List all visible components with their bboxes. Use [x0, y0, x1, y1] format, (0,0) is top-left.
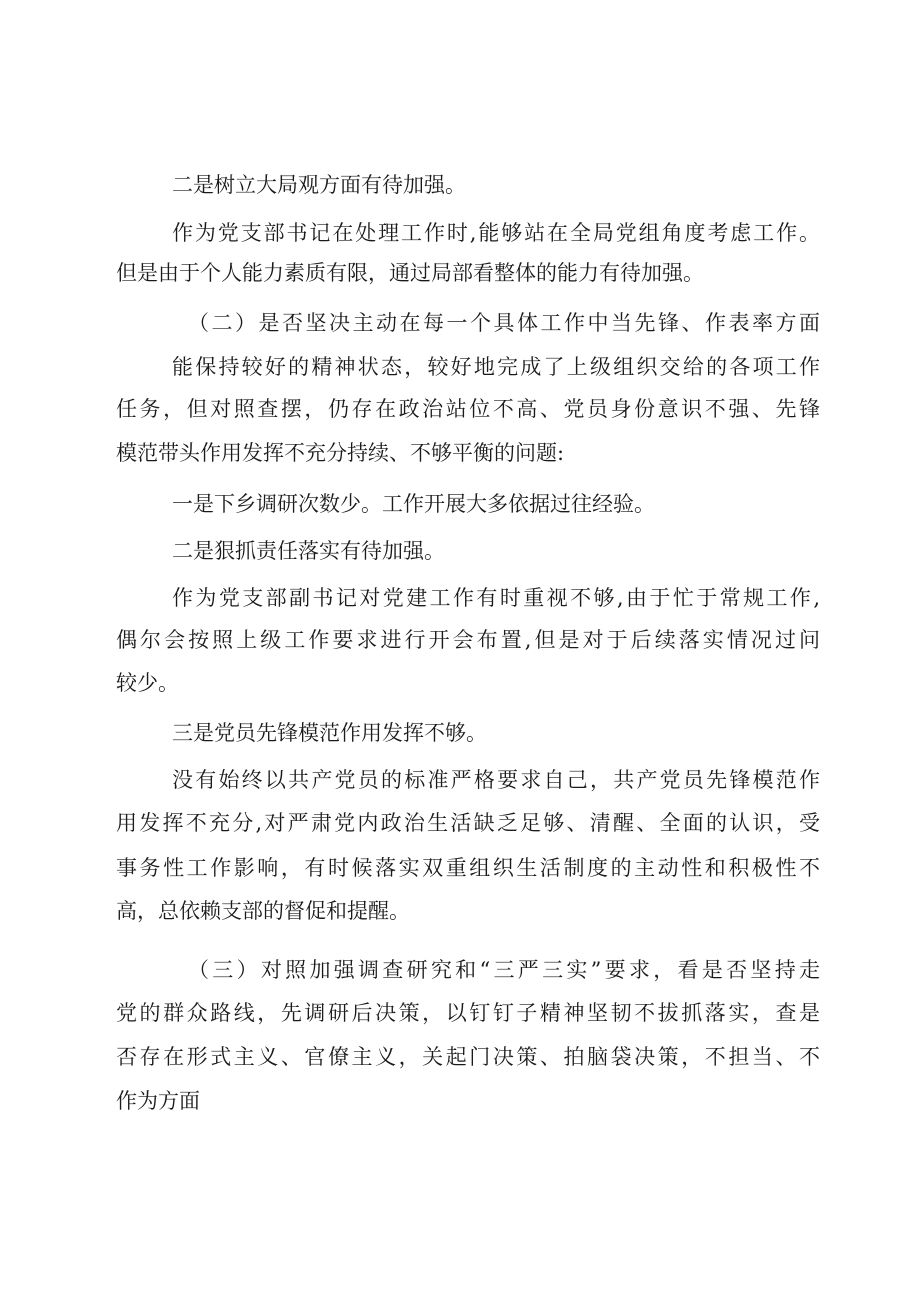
paragraph-line: 事务性工作影响，有时候落实双重组织生活制度的主动性和积极性不 [116, 856, 820, 880]
section-heading: （三）对照加强调查研究和“三严三实”要求，看是否坚持走 [188, 958, 820, 982]
paragraph-line: 没有始终以共产党员的标准严格要求自己，共产党员先锋模范作 [172, 768, 820, 792]
paragraph-line: 一是下乡调研次数少。工作开展大多依据过往经验。 [172, 492, 655, 516]
paragraph-line: 党的群众路线，先调研后决策，以钉钉子精神坚韧不拔抓落实，查是 [116, 1001, 820, 1025]
paragraph-line: 任务，但对照查摆，仍存在政治站位不高、党员身份意识不强、先锋 [116, 397, 820, 421]
paragraph-line: 二是树立大局观方面有待加强。 [172, 173, 466, 197]
paragraph-line: 作为方面 [116, 1089, 200, 1113]
paragraph-line: 能保持较好的精神状态，较好地完成了上级组织交给的各项工作 [172, 355, 820, 379]
paragraph-line: 高，总依赖支部的督促和提醒。 [116, 899, 410, 923]
paragraph-line: 模范带头作用发挥不充分持续、不够平衡的问题: [116, 441, 565, 465]
paragraph-line: 三是党员先锋模范作用发挥不够。 [172, 721, 487, 745]
paragraph-line: 但是由于个人能力素质有限，通过局部看整体的能力有待加强。 [116, 261, 704, 285]
paragraph-line: 较少。 [116, 671, 179, 695]
paragraph-line: 作为党支部书记在处理工作时,能够站在全局党组角度考虑工作。 [172, 221, 820, 245]
paragraph-line: 作为党支部副书记对党建工作有时重视不够,由于忙于常规工作, [172, 586, 820, 610]
paragraph-line: 二是狠抓责任落实有待加强。 [172, 539, 445, 563]
paragraph-line: 用发挥不充分,对严肃党内政治生活缺乏足够、清醒、全面的认识，受 [116, 811, 820, 835]
paragraph-line: 偶尔会按照上级工作要求进行开会布置,但是对于后续落实情况过问 [116, 628, 820, 652]
paragraph-line: 否存在形式主义、官僚主义，关起门决策、拍脑袋决策，不担当、不 [116, 1045, 820, 1069]
section-heading: （二）是否坚决主动在每一个具体工作中当先锋、作表率方面 [188, 311, 820, 335]
